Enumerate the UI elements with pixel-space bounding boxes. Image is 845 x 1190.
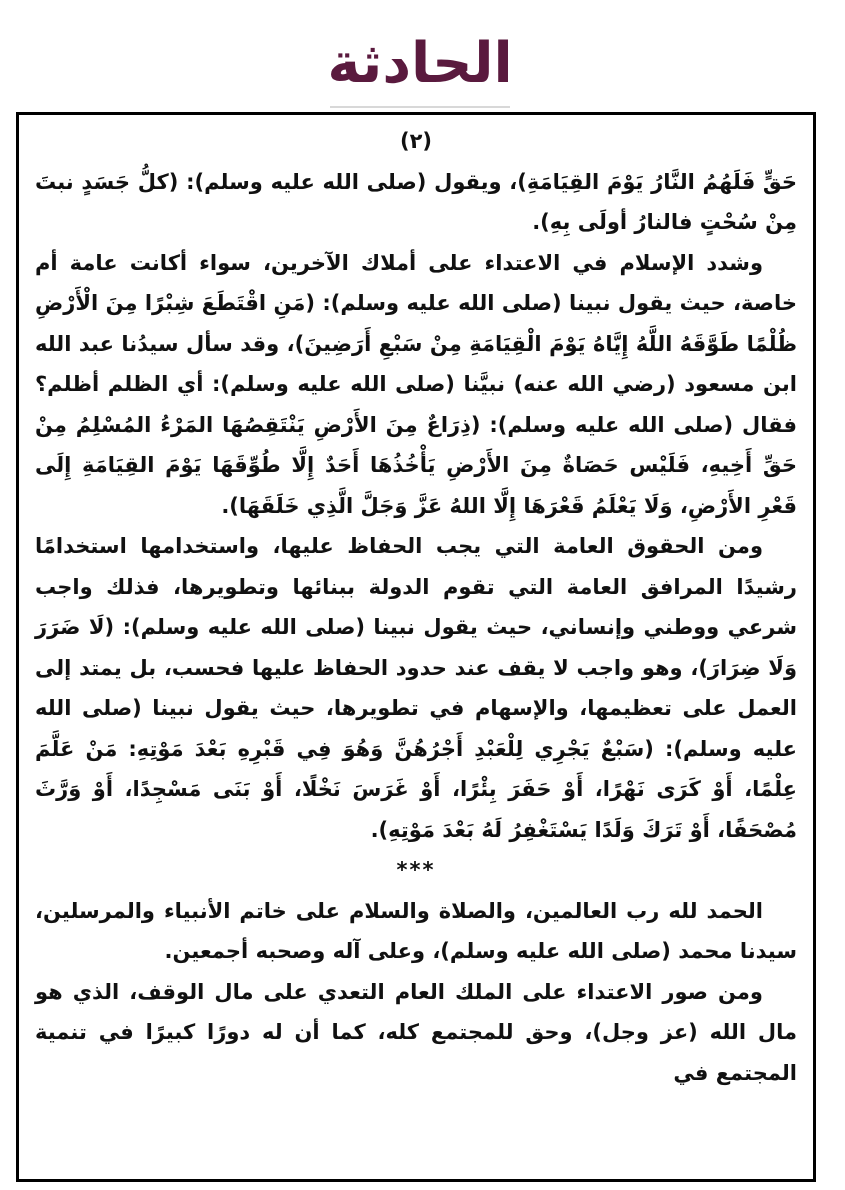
paragraph-4: الحمد لله رب العالمين، والصلاة والسلام على خاتم الأنبياء والمرسلين، سيدنا محمد (صلى الله عليه وسلم)، وعلى آله وصحبه أجمعين. [35,898,797,963]
section-separator: *** [396,858,436,882]
paragraph-1: حَقٍّ فَلَهُمُ النَّارُ يَوْمَ القِيَامَةِ)، ويقول (صلى الله عليه وسلم): (كلُّ جَسَدٍ نبتَ مِنْ سُحْتٍ فالنارُ أولَى بِهِ). [35,169,797,234]
paragraph-2: وشدد الإسلام في الاعتداء على أملاك الآخرين، سواء أكانت عامة أم خاصة، حيث يقول نبينا (صلى الله عليه وسلم): (مَنِ اقْتَطَعَ شِبْرًا مِنَ الْأَرْضِ ظُلْمًا طَوَّقَهُ اللَّهُ إِيَّاهُ يَوْمَ الْقِيَامَةِ مِنْ سَبْعِ أَرَضِينَ)، وقد سأل سيدُنا عبد الله ابن مسعود (رضي الله عنه) نبيَّنا (صلى الله عليه وسلم): أي الظلم أظلم؟ فقال (صلى الله عليه وسلم): (ذِرَاعٌ مِنَ الأَرْضِ يَنْتَقِصُهَا المَرْءُ المُسْلِمُ مِنْ حَقِّ أَخِيهِ، فَلَيْس حَصَاةٌ مِنَ الأَرْضِ يَأْخُذُهَا أَحَدٌ إِلَّا طُوِّقَهَا يَوْمَ القِيَامَةِ إِلَى قَعْرِ الأَرْضِ، وَلَا يَعْلَمُ قَعْرَهَا إِلَّا اللهُ عَزَّ وَجَلَّ الَّذِي خَلَقَهَا). [35,250,797,518]
logo-text: الحادثة [327,31,513,96]
logo-underline [330,106,510,108]
paragraph-5: ومن صور الاعتداء على الملك العام التعدي على مال الوقف، الذي هو مال الله (عز وجل)، وحق للمجتمع كله، كما أن له دورًا كبيرًا في تنمية المجتمع في [35,979,797,1085]
paragraph-3: ومن الحقوق العامة التي يجب الحفاظ عليها، واستخدامها استخدامًا رشيدًا المرافق العامة التي تقوم الدولة ببنائها وتطويرها، فذلك واجب شرعي ووطني وإنساني، حيث يقول نبينا (صلى الله عليه وسلم): (لَا ضَرَرَ وَلَا ضِرَارَ)، وهو واجب لا يقف عند حدود الحفاظ عليها فحسب، بل يمتد إلى العمل على تعظيمها، والإسهام في تطويرها، حيث يقول نبينا (صلى الله عليه وسلم): (سَبْعٌ يَجْرِي لِلْعَبْدِ أَجْرُهُنَّ وَهُوَ فِي قَبْرِهِ بَعْدَ مَوْتِهِ: مَنْ عَلَّمَ عِلْمًا، أَوْ كَرَى نَهْرًا، أَوْ حَفَرَ بِئْرًا، أَوْ غَرَسَ نَخْلًا، أَوْ بَنَى مَسْجِدًا، أَوْ وَرَّثَ مُصْحَفًا، أَوْ تَرَكَ وَلَدًا يَسْتَغْفِرُ لَهُ بَعْدَ مَوْتِهِ). [35,534,797,842]
page-frame [16,112,816,1182]
page-number: (٢) [399,129,433,153]
masthead-logo [300,18,540,108]
article-body [35,121,797,1093]
